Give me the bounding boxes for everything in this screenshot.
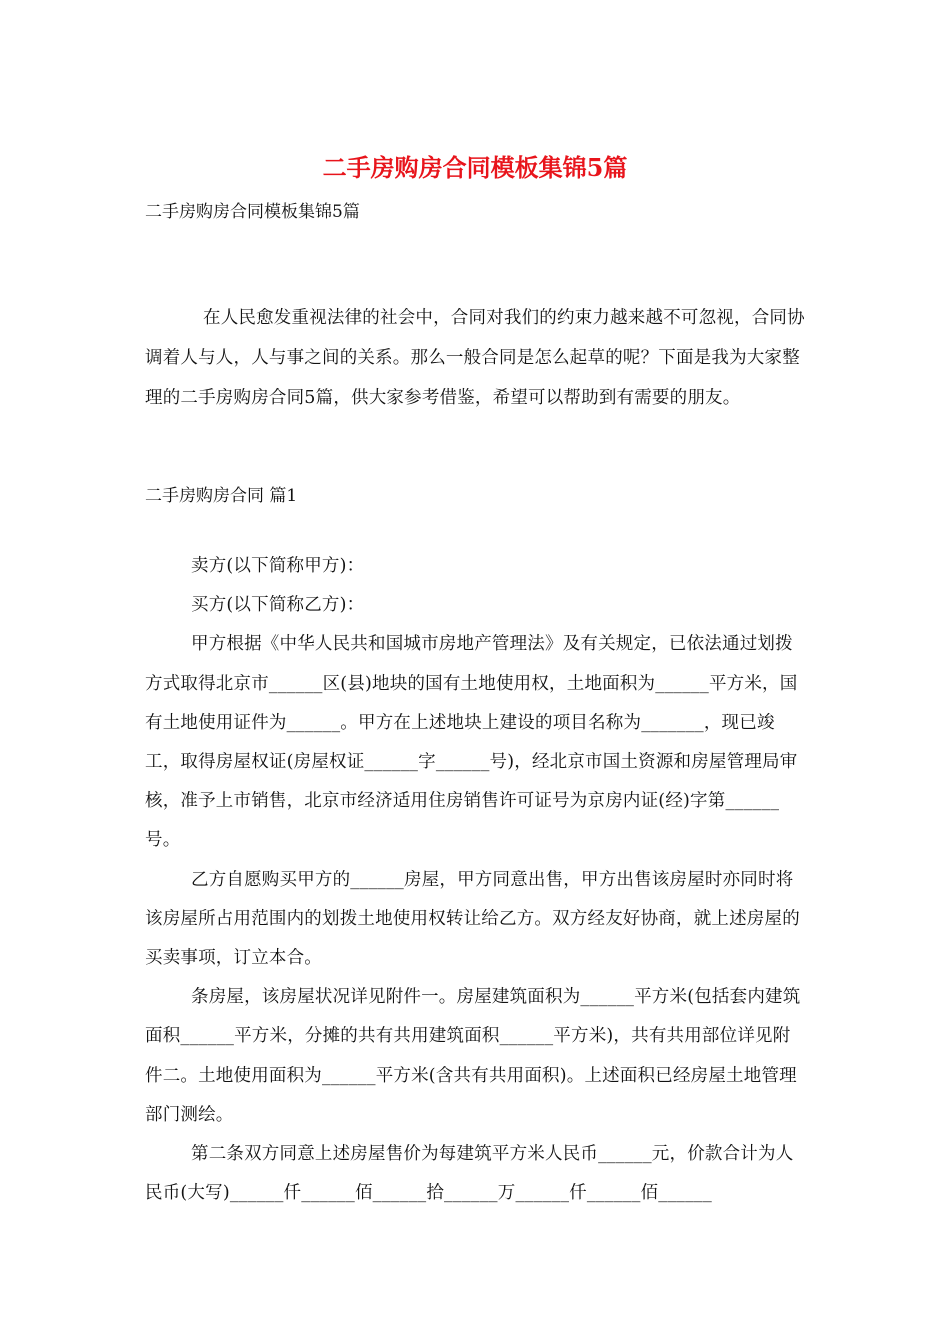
seller-line: 卖方(以下简称甲方)： bbox=[191, 556, 365, 576]
buyer-line: 买方(以下简称乙方)： bbox=[191, 595, 365, 616]
section-heading: 二手房购房合同 篇1 bbox=[145, 486, 298, 506]
document-title: 二手房购房合同模板集锦5篇 bbox=[322, 153, 628, 182]
contract-body bbox=[145, 547, 805, 1213]
intro-paragraph: 在人民愈发重视法律的社会中，合同对我们的约束力越来越不可忽视，合同协调着人与人，人与事之间的关系。那么一般合同是怎么起草的呢？下面是我为大家整理的二手房购房合同5篇，供大家参考借鉴，希望可以帮助到有需要的朋友。 bbox=[145, 308, 805, 408]
price-paragraph: 第二条双方同意上述房屋售价为每建筑平方米人民币______元，价款合计为人民币(大写)______仟______佰______拾______万______仟______佰______ bbox=[145, 1144, 794, 1204]
purchase-intent-paragraph: 乙方自愿购买甲方的______房屋，甲方同意出售，甲方出售该房屋时亦同时将该房屋所占用范围内的划拨土地使用权转让给乙方。双方经友好协商，就上述房屋的买卖事项，订立本合。 bbox=[145, 869, 800, 969]
document-subtitle: 二手房购房合同模板集锦5篇 bbox=[145, 202, 360, 222]
land-rights-paragraph: 甲方根据《中华人民共和国城市房地产管理法》及有关规定，已依法通过划拨方式取得北京市______区(县)地块的国有土地使用权，土地面积为______平方米，国有土地使用证件为______。甲方在上述地块上建设的项目名称为_______，现已竣工，取得房屋权证(房屋权证______字______号)，经北京市国土资源和房屋管理局审核，准予上市销售，北京市经济适用住房销售许可证号为京房内证(经)字第______号。 bbox=[145, 634, 798, 851]
house-area-paragraph: 条房屋，该房屋状况详见附件一。房屋建筑面积为______平方米(包括套内建筑面积______平方米，分摊的共有共用建筑面积______平方米)，共有共用部位详见附件二。土地使用面积为______平方米(含共有共用面积)。上述面积已经房屋土地管理部门测绘。 bbox=[145, 987, 801, 1125]
